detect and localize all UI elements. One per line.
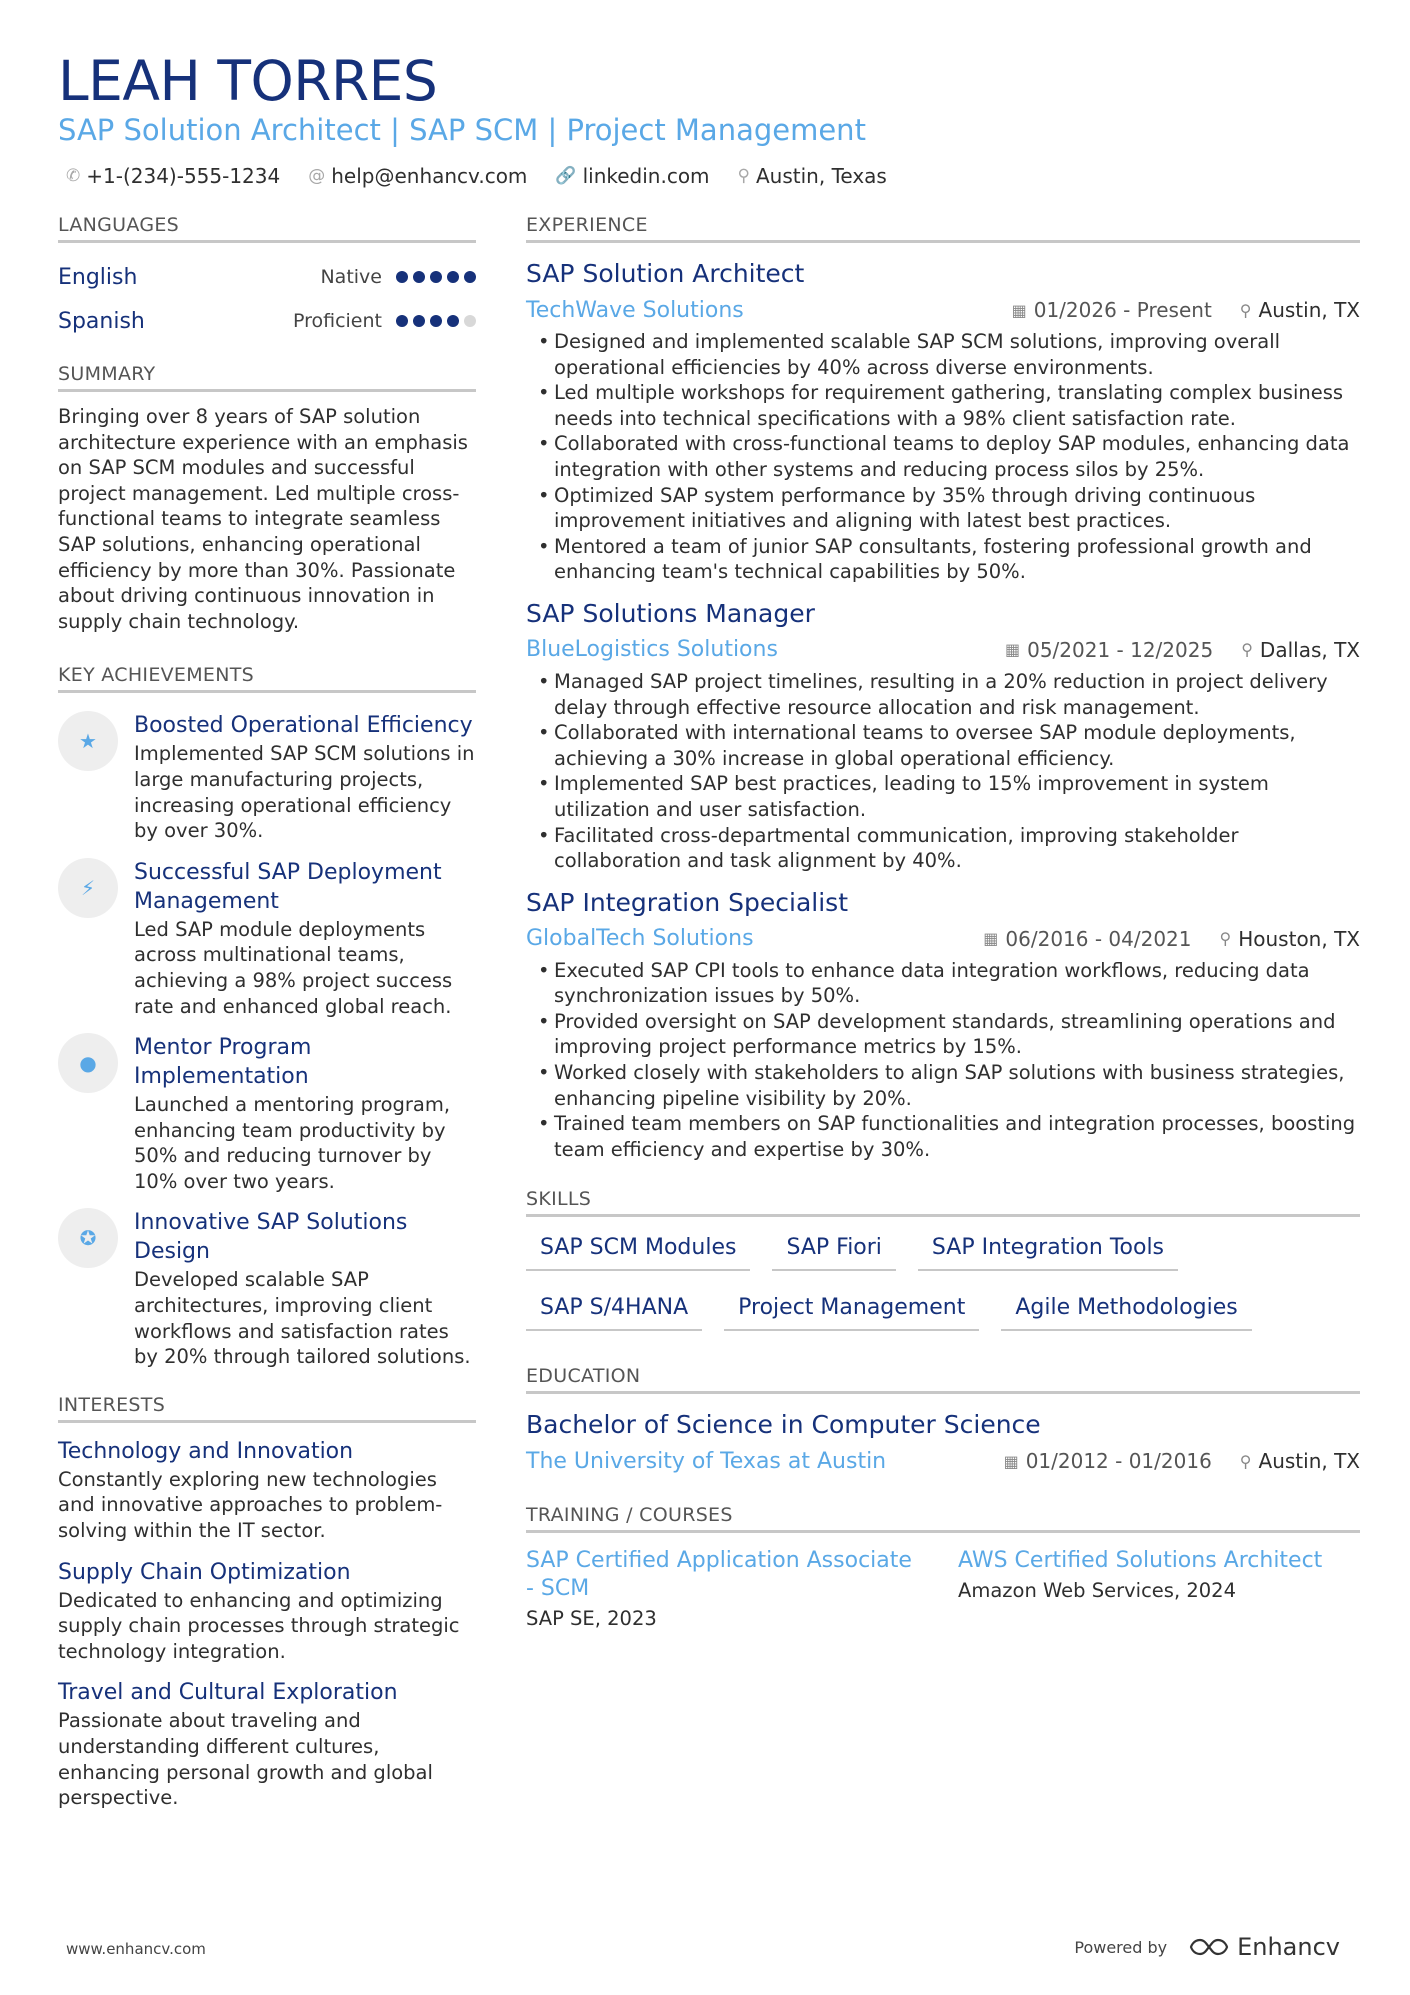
job-bullets [526,958,1360,1163]
contact-location [738,164,887,188]
education-dates [1004,1449,1212,1473]
achievements-heading: KEY ACHIEVEMENTS [58,664,476,693]
location-text: Austin, Texas [756,164,887,188]
interest-desc: Constantly exploring new technologies and innovative approaches to problem-solving within the IT sector. [58,1467,443,1543]
job-company: BlueLogistics Solutions [526,637,778,663]
rating-dot-empty [464,315,476,327]
job-bullet: • Facilitated cross-departmental communication, improving stakeholder collaboration and task alignment by 40%. [526,823,1360,874]
achievement-item [58,1033,476,1194]
job-location-text: Houston, TX [1238,926,1360,951]
job-bullet: • Designed and implemented scalable SAP SCM solutions, improving overall operational efficiencies by 40% across diverse environments. [526,329,1360,380]
award-icon: ✪ [58,1208,118,1268]
phone-icon: ✆ [66,166,81,186]
job-meta [526,633,1360,667]
skill-tag: Agile Methodologies [1001,1289,1251,1331]
language-level: Proficient [292,310,382,332]
interests-list [58,1437,476,1811]
job-bullets [526,329,1360,585]
job-title: SAP Integration Specialist [526,887,849,917]
experience-heading: EXPERIENCE [526,214,1360,243]
brain-icon: ● [58,1033,118,1093]
job-dates [983,927,1191,951]
achievement-desc: Launched a mentoring program, enhancing team productivity by 50% and reducing turnover by 10% over two years. [134,1093,451,1193]
job-bullet: • Collaborated with cross-functional teams to deploy SAP modules, enhancing data integration with other systems and reducing process silos by 25%. [526,431,1360,482]
footer-branding [1074,1933,1340,1961]
course-item [958,1547,1350,1630]
job-company: GlobalTech Solutions [526,926,754,952]
brand-logo[interactable] [1189,1933,1340,1961]
calendar-icon: ▦ [983,929,999,949]
achievement-item [58,1208,476,1369]
skill-tag: Project Management [724,1289,979,1331]
powered-by-label: Powered by [1074,1937,1168,1957]
skill-tag: SAP Integration Tools [918,1229,1178,1271]
course-title: SAP Certified Application Associate - SCM [526,1548,912,1602]
language-item [58,299,476,343]
at-icon: @ [308,166,326,186]
summary-heading: SUMMARY [58,363,476,392]
skill-tag: SAP S/4HANA [526,1289,702,1331]
contact-linkedin[interactable] [555,164,709,188]
education-school: The University of Texas at Austin [526,1448,887,1474]
calendar-icon: ▦ [1004,640,1021,660]
job-dates-text: 06/2016 - 04/2021 [1005,926,1192,951]
enhancv-logo-icon [1189,1936,1229,1958]
rating-dot-filled [464,271,476,283]
education-degree: Bachelor of Science in Computer Science [526,1410,1041,1440]
languages-list [58,255,476,343]
education-entry [526,1408,1360,1478]
job-bullet: • Managed SAP project timelines, resulting in a 20% reduction in project delivery delay through effective resource allocation and risk management. [526,669,1360,720]
right-column [526,214,1360,1630]
interest-item [58,1437,476,1544]
job-location [1220,927,1360,951]
map-pin-icon: ⚲ [1239,300,1252,320]
job-bullet: • Worked closely with stakeholders to align SAP solutions with business strategies, enhancing pipeline visibility by 20%. [526,1060,1360,1111]
achievement-title: Boosted Operational Efficiency [134,713,473,739]
education-meta [526,1444,1360,1478]
contact-bar [66,164,887,188]
job-location [1240,298,1360,322]
job-bullet: • Implemented SAP best practices, leading to 15% improvement in system utilization and user satisfaction. [526,771,1360,822]
job-bullet: • Led multiple workshops for requirement gathering, translating complex business needs into technical specifications with a 98% client satisfaction rate. [526,380,1360,431]
language-rating [396,315,476,327]
rating-dot-filled [396,271,408,283]
interest-title: Technology and Innovation [58,1438,354,1464]
course-title: AWS Certified Solutions Architect [958,1548,1323,1574]
rating-dot-filled [430,315,442,327]
education-location-text: Austin, TX [1258,1449,1360,1474]
left-column [58,214,476,1825]
skill-tag: SAP Fiori [772,1229,895,1271]
job-title: SAP Solutions Manager [526,598,815,628]
job-bullet: • Optimized SAP system performance by 35% through driving continuous improvement initiatives and aligning with latest best practices. [526,483,1360,534]
job-dates [1012,298,1212,322]
language-rating [396,271,476,283]
interest-desc: Dedicated to enhancing and optimizing supply chain processes through strategic technology integration. [58,1588,460,1663]
job-dates-text: 01/2026 - Present [1033,298,1212,322]
footer-site-link[interactable]: www.enhancv.com [66,1940,206,1958]
candidate-name: LEAH TORRES [58,49,438,113]
achievement-desc: Developed scalable SAP architectures, improving client workflows and satisfaction rates by 20% through tailored solutions. [134,1268,471,1369]
job-dates-text: 05/2021 - 12/2025 [1027,637,1214,662]
achievement-title: Innovative SAP Solutions Design [134,1210,408,1265]
training-list [526,1547,1360,1630]
job-entry [526,597,1360,874]
job-entry [526,257,1360,585]
achievement-desc: Implemented SAP SCM solutions in large manufacturing projects, increasing operational efficiency by over 30%. [134,742,475,843]
calendar-icon: ▦ [1011,300,1027,320]
bolt-icon: ⚡︎ [58,858,118,918]
map-pin-icon: ⚲ [737,166,750,186]
contact-phone[interactable] [66,164,280,188]
brand-name: Enhancv [1237,1933,1340,1961]
job-meta [526,922,1360,956]
achievement-item [58,858,476,1019]
job-location-text: Austin, TX [1258,298,1360,322]
skill-tag: SAP SCM Modules [526,1229,750,1271]
calendar-icon: ▦ [1003,1451,1019,1471]
education-location [1240,1449,1360,1473]
achievement-item [58,711,476,843]
rating-dot-filled [413,271,425,283]
interest-desc: Passionate about traveling and understanding different cultures, enhancing personal growth and global perspective. [58,1709,433,1810]
job-dates [1005,638,1213,662]
language-item [58,255,476,299]
achievement-desc: Led SAP module deployments across multinational teams, achieving a 98% project success rate and enhanced global reach. [134,917,453,1018]
job-bullet: • Collaborated with international teams to oversee SAP module deployments, achieving a 30% increase in global operational efficiency. [526,720,1360,771]
skills-heading: SKILLS [526,1188,1360,1217]
training-heading: TRAINING / COURSES [526,1504,1360,1533]
summary-text: Bringing over 8 years of SAP solution architecture experience with an emphasis on SAP SCM modules and successful project management. Led multiple cross-functional teams to integrate seamless SAP solutions, enhancing operational efficiency by more than 30%. Passionate about driving continuous innovation in supply chain technology. [58,405,468,633]
rating-dot-filled [413,315,425,327]
language-name: Spanish [58,308,145,334]
job-title: SAP Solution Architect [526,259,805,288]
linkedin-text: linkedin.com [582,164,710,188]
skills-list [526,1229,1360,1331]
achievements-list [58,711,476,1370]
job-entry [526,886,1360,1163]
achievement-title: Successful SAP Deployment Management [134,859,442,914]
rating-dot-filled [430,271,442,283]
job-company: TechWave Solutions [526,297,744,323]
rating-dot-filled [447,271,459,283]
course-provider: SAP SE, 2023 [526,1607,657,1631]
interest-title: Travel and Cultural Exploration [58,1680,398,1706]
course-provider: Amazon Web Services, 2024 [958,1579,1236,1603]
education-dates-text: 01/2012 - 01/2016 [1025,1449,1212,1474]
course-item [526,1547,918,1630]
interest-item [58,1678,476,1810]
candidate-headline: SAP Solution Architect | SAP SCM | Project Management [58,113,866,147]
map-pin-icon: ⚲ [1219,929,1232,949]
map-pin-icon: ⚲ [1241,640,1253,660]
star-icon: ★ [58,711,118,771]
job-bullet: • Trained team members on SAP functionalities and integration processes, boosting team efficiency and expertise by 30%. [526,1111,1360,1162]
job-bullets [526,669,1360,874]
link-icon: 🔗 [555,166,577,186]
job-location-text: Dallas, TX [1259,637,1360,662]
job-bullet: • Provided oversight on SAP development standards, streamlining operations and improving project performance metrics by 15%. [526,1009,1360,1060]
rating-dot-filled [447,315,459,327]
language-level: Native [320,266,382,288]
phone-text: +1-(234)-555-1234 [86,164,281,188]
job-meta [526,293,1360,327]
interest-title: Supply Chain Optimization [58,1559,351,1585]
contact-email[interactable] [308,164,527,188]
interests-heading: INTERESTS [58,1394,476,1423]
education-heading: EDUCATION [526,1365,1360,1394]
languages-heading: LANGUAGES [58,214,476,243]
map-pin-icon: ⚲ [1239,1451,1252,1471]
interest-item [58,1558,476,1665]
email-text: help@enhancv.com [331,164,528,188]
achievement-title: Mentor Program Implementation [134,1035,312,1090]
rating-dot-filled [396,315,408,327]
language-name: English [58,264,138,290]
job-location [1241,638,1360,662]
job-bullet: • Mentored a team of junior SAP consultants, fostering professional growth and enhancing team's technical capabilities by 50%. [526,534,1360,585]
job-bullet: • Executed SAP CPI tools to enhance data integration workflows, reducing data synchronization issues by 50%. [526,958,1360,1009]
